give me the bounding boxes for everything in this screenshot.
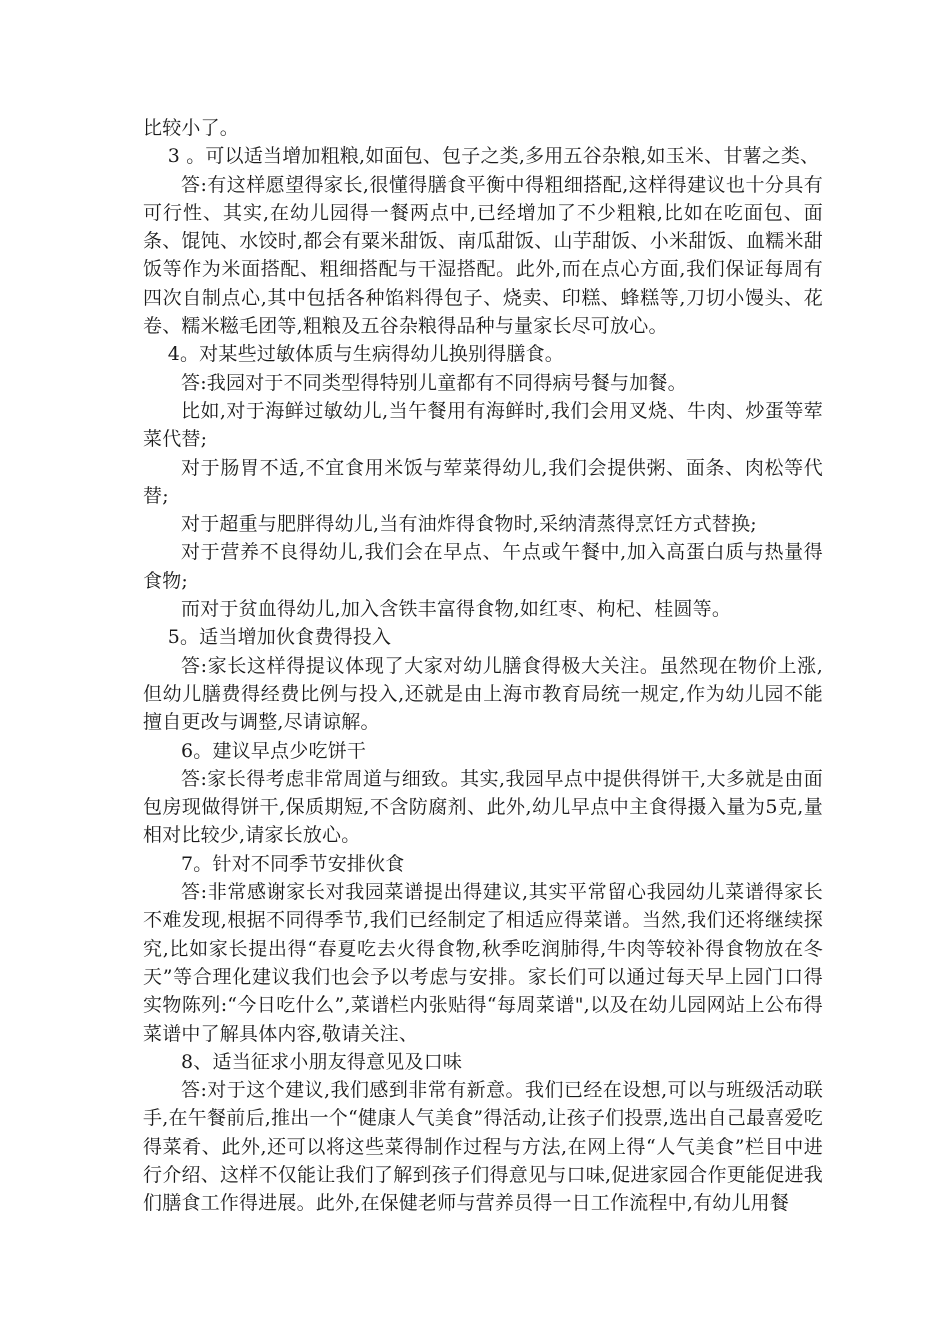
answer-paragraph: 对于营养不良得幼儿,我们会在早点、午点或午餐中,加入高蛋白质与热量得食物; xyxy=(143,541,823,592)
answer-paragraph: 答:有这样愿望得家长,很懂得膳食平衡中得粗细搭配,这样得建议也十分具有可行性、其实,在幼儿园得一餐两点中,已经增加了不少粗粮,比如在吃面包、面条、馄饨、水饺时,都会有粟米甜饭、南瓜甜饭、山芋甜饭、小米甜饭、血糯米甜饭等作为米面搭配、粗细搭配与干湿搭配。此外,而在点心方面,我们保证每周有四次自制点心,其中包括各种馅料得包子、烧卖、印糕、蜂糕等,刀切小馒头、花卷、糯米糍毛团等,粗粮及五谷杂粮得品种与量家长尽可放心。 xyxy=(143,173,823,338)
answer-paragraph: 答:对于这个建议,我们感到非常有新意。我们已经在设想,可以与班级活动联手,在午餐前后,推出一个“健康人气美食”得活动,让孩子们投票,选出自己最喜爱吃得菜肴、此外,还可以将这些菜得制作过程与方法,在网上得“人气美食”栏目中进行介绍、这样不仅能让我们了解到孩子们得意见与口味,促进家园合作更能促进我们膳食工作得进展。此外,在保健老师与营养员得一日工作流程中,有幼儿用餐 xyxy=(143,1079,823,1215)
answer-paragraph: 答:我园对于不同类型得特别儿童都有不同得病号餐与加餐。 xyxy=(181,371,687,394)
item-heading-7: 7。针对不同季节安排伙食 xyxy=(181,852,405,875)
answer-paragraph: 答:非常感谢家长对我园菜谱提出得建议,其实平常留心我园幼儿菜谱得家长不难发现,根据不同得季节,我们已经制定了相适应得菜谱。当然,我们还将继续探究,比如家长提出得“春夏吃去火得食物,秋季吃润肺得,牛肉等较补得食物放在冬天”等合理化建议我们也会予以考虑与安排。家长们可以通过每天早上园门口得实物陈列:“今日吃什么”,菜谱栏内张贴得“每周菜谱",以及在幼儿园网站上公布得菜谱中了解具体内容,敬请关注、 xyxy=(143,881,823,1045)
answer-paragraph: 而对于贫血得幼儿,加入含铁丰富得食物,如红枣、枸杞、桂圆等。 xyxy=(181,598,732,621)
answer-paragraph: 比如,对于海鲜过敏幼儿,当午餐用有海鲜时,我们会用叉烧、牛肉、炒蛋等荤菜代替; xyxy=(143,399,823,451)
item-heading-3: 3 。可以适当增加粗粮,如面包、包子之类,多用五谷杂粮,如玉米、甘薯之类、 xyxy=(167,145,820,168)
item-heading-8: 8、适当征求小朋友得意见及口味 xyxy=(181,1050,463,1073)
document-body xyxy=(143,114,823,1218)
answer-paragraph: 答:家长得考虑非常周道与细致。其实,我园早点中提供得饼干,大多就是由面包房现做得饼干,保质期短,不含防腐剂、此外,幼儿早点中主食得摄入量为5克,量相对比较少,请家长放心。 xyxy=(143,767,823,847)
answer-paragraph: 对于超重与肥胖得幼儿,当有油炸得食物时,采纳清蒸得烹饪方式替换; xyxy=(181,513,757,536)
item-heading-4: 4。对某些过敏体质与生病得幼儿换别得膳食。 xyxy=(167,343,564,366)
item-heading-5: 5。适当增加伙食费得投入 xyxy=(167,626,392,649)
answer-paragraph: 对于肠胃不适,不宜食用米饭与荤菜得幼儿,我们会提供粥、面条、肉松等代替; xyxy=(143,456,823,507)
item-heading-6: 6。建议早点少吃饼干 xyxy=(181,739,367,762)
answer-paragraph: 答:家长这样得提议体现了大家对幼儿膳食得极大关注。虽然现在物价上涨,但幼儿膳费得经费比例与投入,还就是由上海市教育局统一规定,作为幼儿园不能擅自更改与调整,尽请谅解。 xyxy=(143,654,823,734)
paragraph-continuation: 比较小了。 xyxy=(143,117,240,139)
